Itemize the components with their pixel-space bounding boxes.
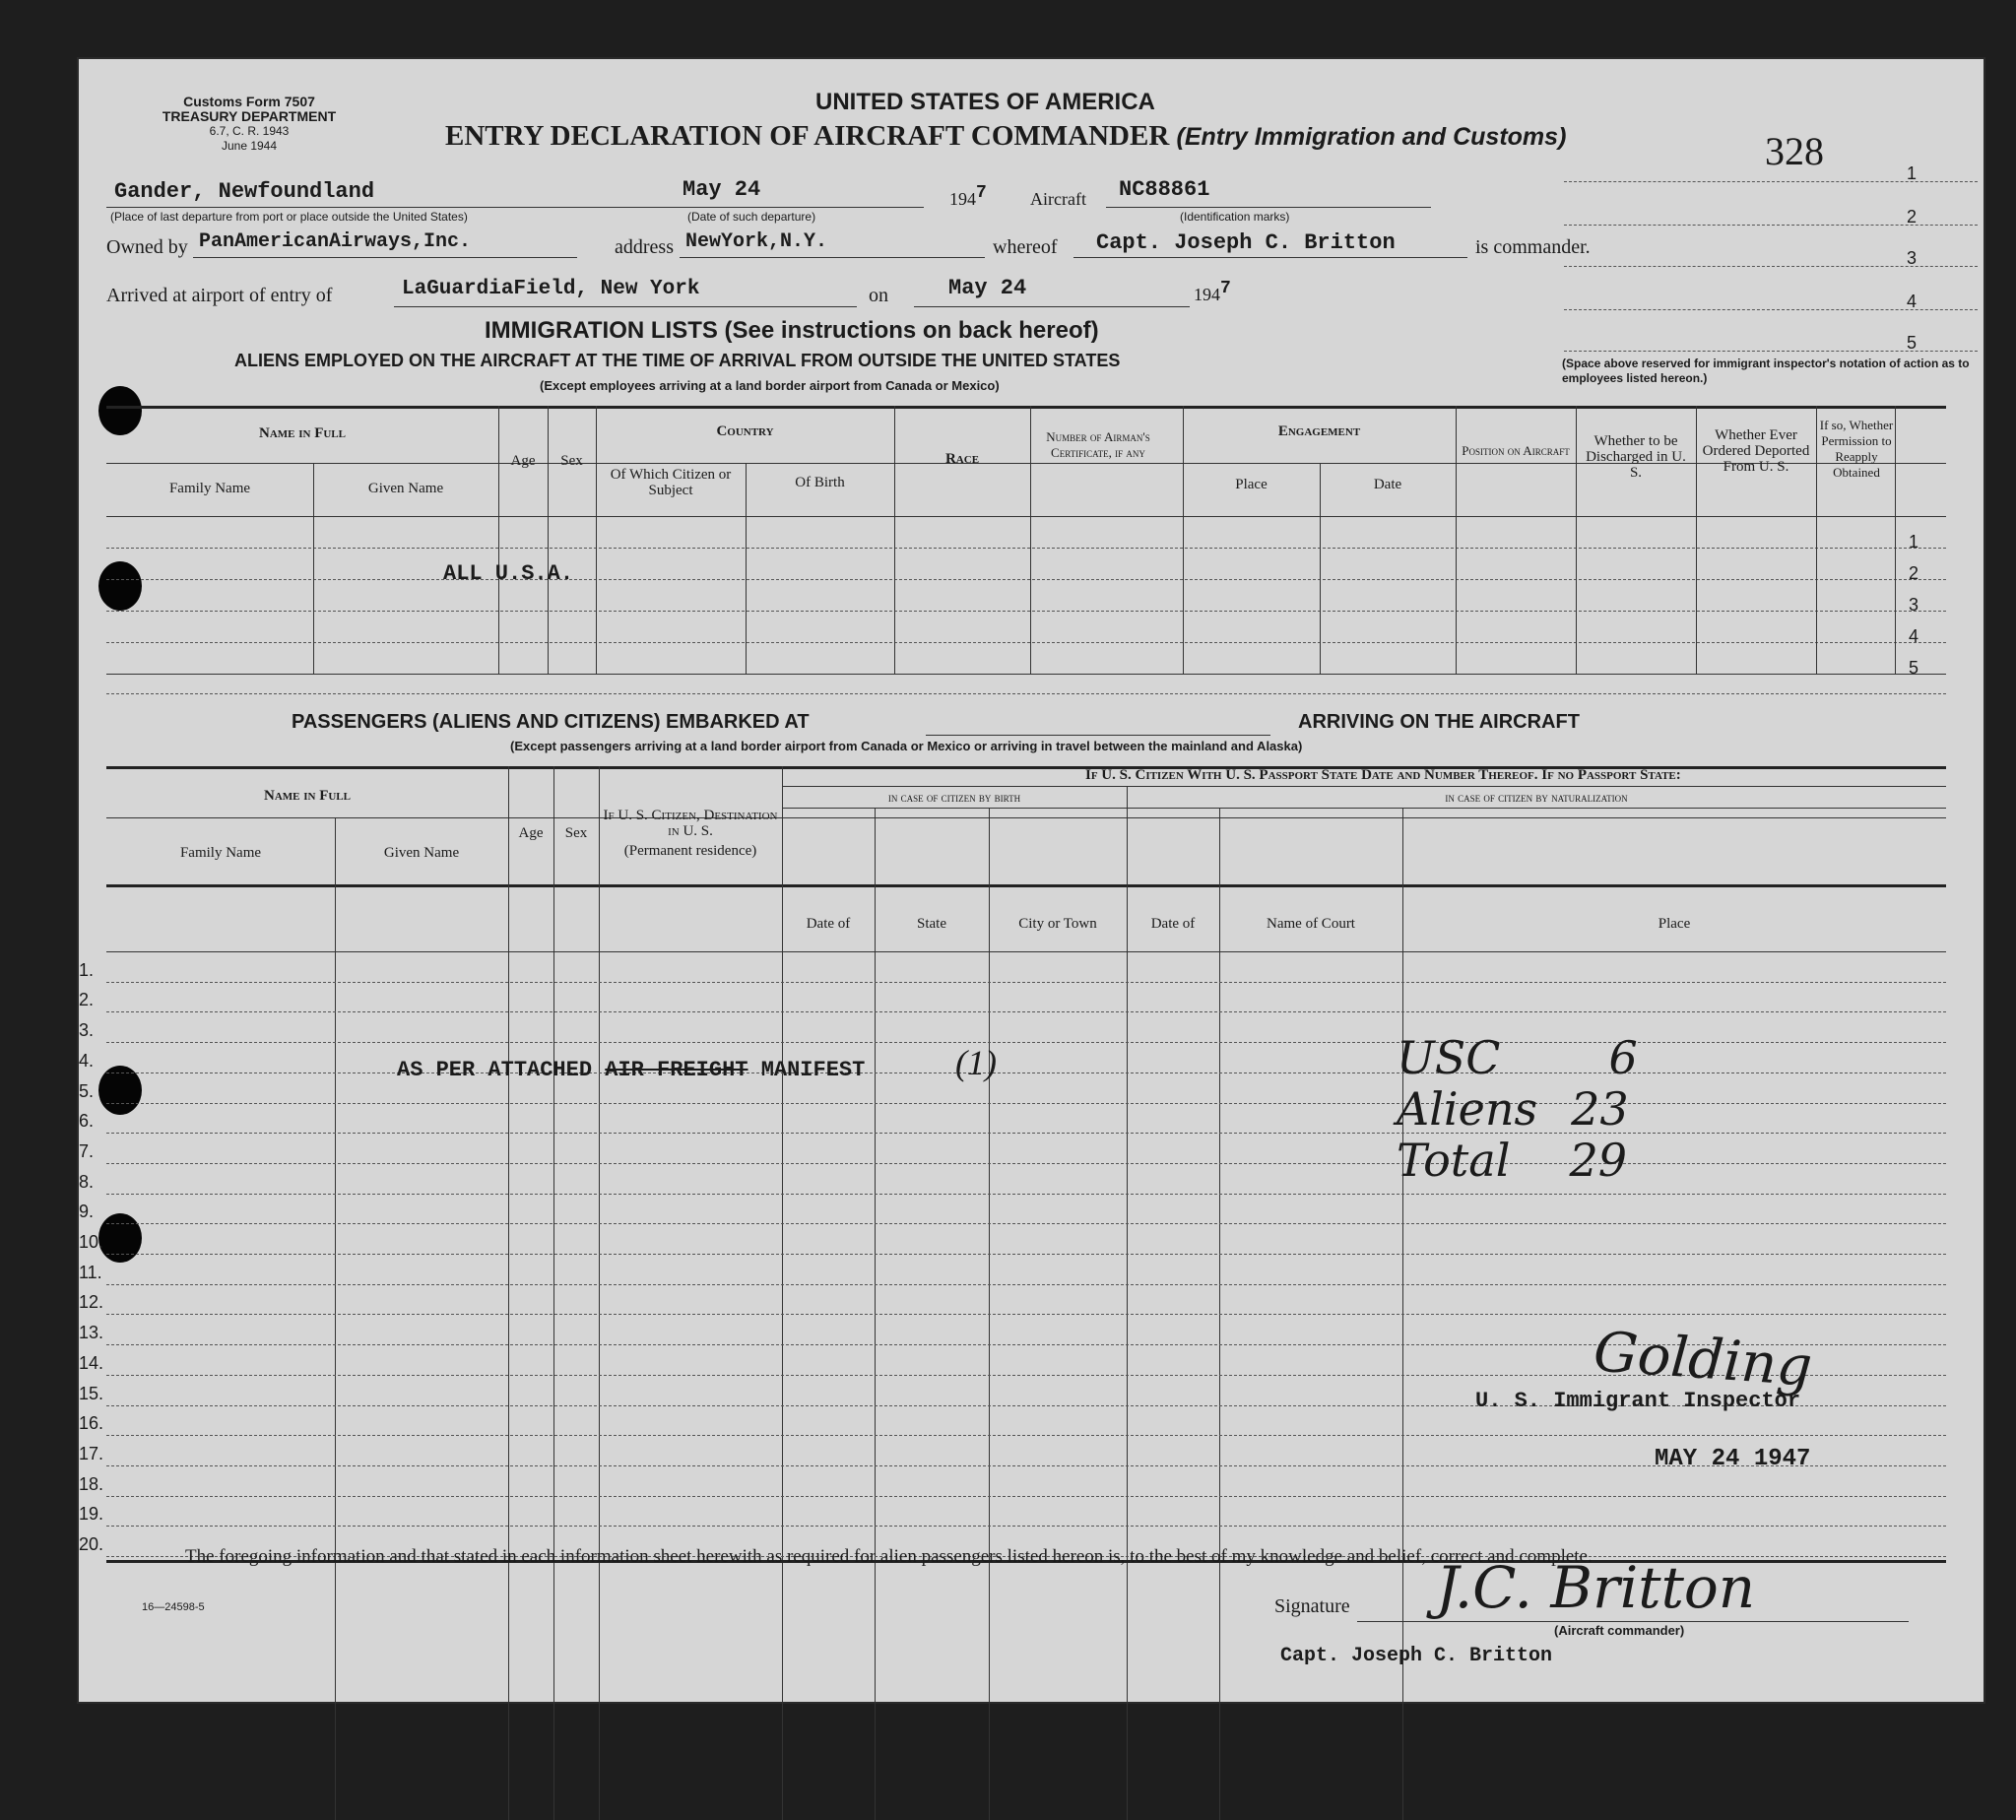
address-label: address [615, 236, 674, 258]
aircraft-id-label: (Identification marks) [1180, 210, 1290, 224]
passenger-row-number: 19. [79, 1504, 104, 1525]
crew-header-certificate: Number of Airman's Certificate, if any [1046, 429, 1150, 460]
departure-date: May 24 [683, 177, 761, 202]
manifest-text-b: MANIFEST [760, 1058, 866, 1082]
arrival-year [1194, 279, 1231, 306]
passenger-row-line [106, 1526, 1946, 1527]
passenger-row-number: 13. [79, 1323, 104, 1343]
passenger-row-line [106, 1223, 1946, 1224]
passenger-row-number: 12. [79, 1292, 104, 1313]
tally-total-value: 29 [1569, 1134, 1627, 1187]
pax-header-city: City or Town [1018, 916, 1097, 932]
whereof-label: whereof [993, 236, 1058, 258]
aircraft-label: Aircraft [1030, 189, 1086, 209]
on-label: on [869, 285, 888, 306]
passenger-row-number: 2. [79, 990, 95, 1010]
passenger-row-number: 6. [79, 1111, 95, 1132]
owned-by-label: Owned by [106, 236, 188, 258]
passenger-row-line [106, 1194, 1946, 1195]
passenger-row-line [106, 1254, 1946, 1255]
passengers-note: (Except passengers arriving at a land border airport from Canada or Mexico or arriving in travel between the mainland and Alaska) [510, 739, 1303, 753]
crew-header-birth: Of Birth [795, 475, 845, 490]
pax-header-by-naturalization: in case of citizen by naturalization [1445, 790, 1628, 805]
passenger-row-line [106, 1011, 1946, 1012]
commander-signature: J.C. Britton [1436, 1554, 1756, 1621]
crew-header-age: Age [510, 453, 536, 469]
passenger-row-line [106, 1284, 1946, 1285]
passenger-row-line [106, 982, 1946, 983]
passenger-row-number: 11. [79, 1262, 102, 1282]
passenger-row-number: 14. [79, 1352, 104, 1373]
side-row-number: 1 [1907, 163, 1918, 183]
form-info [136, 95, 362, 154]
passenger-row-line [106, 1133, 1946, 1134]
aliens-note: (Except employees arriving at a land border airport from Canada or Mexico) [540, 378, 1000, 393]
passenger-row-number: 20. [79, 1534, 104, 1554]
signature-label: Signature [1274, 1595, 1350, 1617]
punch-hole [98, 561, 142, 611]
passenger-row-line [106, 1435, 1946, 1436]
manifest-count: (1) [955, 1043, 997, 1082]
tally-aliens-value: 23 [1571, 1082, 1629, 1136]
commander-role: (Aircraft commander) [1554, 1623, 1685, 1638]
pax-header-family: Family Name [179, 845, 262, 861]
crew-row-number: 3 [1909, 595, 1919, 615]
passenger-row-number: 7. [79, 1140, 95, 1161]
handwritten-tally [1397, 1032, 1638, 1186]
commander-typed-name: Capt. Joseph C. Britton [1280, 1645, 1553, 1667]
passenger-row-line [106, 1042, 1946, 1043]
inspector-signature: Golding [1592, 1320, 1815, 1399]
passenger-row-number: 18. [79, 1473, 104, 1494]
print-code: 16—24598-5 [142, 1601, 205, 1613]
title-subtitle: (Entry Immigration and Customs) [1176, 123, 1567, 151]
pax-header-passport: If U. S. Citizen With U. S. Passport State Date and Number Thereof. If no Passport State: [1085, 767, 1681, 783]
passenger-row-number: 4. [79, 1050, 95, 1071]
departure-place-label: (Place of last departure from port or place outside the United States) [110, 210, 468, 224]
arrival-date: May 24 [948, 276, 1027, 300]
passenger-row-line [106, 1163, 1946, 1164]
pax-header-state: State [917, 916, 946, 932]
department: TREASURY DEPARTMENT [162, 108, 337, 124]
inspector-side-note: (Space above reserved for immigrant inspector's notation of action as to employees listed hereon.) [1562, 357, 1970, 385]
passenger-row-number: 17. [79, 1443, 104, 1463]
passenger-row-number: 16. [79, 1413, 104, 1434]
title-country: UNITED STATES OF AMERICA [815, 89, 1155, 115]
side-row-number: 5 [1907, 333, 1918, 353]
form-date: June 1944 [221, 139, 278, 153]
crew-header-permission: If so, Whether Permission to Reapply Obtained [1819, 418, 1894, 480]
arrival-airport: LaGuardiaField, New York [402, 278, 700, 300]
arrival-label: Arrived at airport of entry of [106, 285, 333, 306]
regulation: 6.7, C. R. 1943 [209, 124, 290, 138]
manifest-struck-text: AIR FREIGHT [605, 1058, 748, 1082]
commander-name: Capt. Joseph C. Britton [1096, 230, 1396, 255]
pax-header-given: Given Name [383, 845, 460, 861]
manifest-entry [397, 1058, 865, 1082]
departure-date-label: (Date of such departure) [687, 210, 816, 224]
passenger-row-number: 9. [79, 1202, 95, 1222]
commander-suffix: is commander. [1475, 236, 1591, 258]
year-digit: 7 [976, 183, 987, 203]
crew-entry: ALL U.S.A. [443, 561, 574, 586]
year-digit: 7 [1220, 279, 1231, 298]
crew-header-citizen: Of Which Citizen or Subject [610, 467, 732, 498]
tally-total-label: Total [1397, 1134, 1511, 1187]
passenger-row-number: 5. [79, 1080, 95, 1101]
pax-header-destination: If U. S. Citizen, Destination in U. S. [603, 808, 778, 839]
pax-header-place: Place [1658, 916, 1691, 932]
crew-header-engagement: Engagement [1277, 423, 1361, 439]
aircraft-id: NC88861 [1119, 177, 1210, 202]
crew-header-name: Name in Full [258, 425, 346, 441]
form-number: Customs Form 7507 [183, 94, 315, 109]
owner-address: NewYork,N.Y. [685, 230, 828, 253]
crew-header-country: Country [716, 423, 774, 439]
year-prefix: 194 [949, 189, 976, 209]
immigration-title: IMMIGRATION LISTS (See instructions on back hereof) [485, 317, 1099, 344]
side-row-number: 4 [1907, 292, 1918, 311]
crew-header-place: Place [1235, 477, 1268, 492]
crew-header-date: Date [1373, 477, 1402, 492]
punch-hole [98, 1213, 142, 1263]
crew-header-position: Position on Aircraft [1462, 443, 1570, 458]
crew-header-sex: Sex [560, 453, 583, 469]
pax-header-sex: Sex [564, 825, 588, 841]
tally-usc-value: 6 [1608, 1031, 1638, 1084]
inspector-title: U. S. Immigrant Inspector [1475, 1389, 1801, 1413]
certification-statement: The foregoing information and that stated in each information sheet herewith as required for alien passengers listed hereon is, to the best of my knowledge and belief, correct and complete. [185, 1546, 1593, 1567]
pax-header-name: Name in Full [263, 788, 351, 804]
year-prefix: 194 [1194, 285, 1220, 304]
side-row-number: 3 [1907, 248, 1918, 268]
manifest-text-a: AS PER ATTACHED [397, 1058, 593, 1082]
pax-header-natz-date: Date of [1150, 916, 1196, 932]
page-title [445, 120, 1566, 153]
owner-name: PanAmericanAirways,Inc. [199, 230, 472, 253]
pax-header-age: Age [518, 825, 544, 841]
passenger-row-line [106, 1103, 1946, 1104]
passengers-title-left: PASSENGERS (ALIENS AND CITIZENS) EMBARKED AT [292, 711, 810, 733]
departure-year [949, 183, 987, 211]
crew-row-number: 2 [1909, 563, 1919, 583]
tally-aliens-label: Aliens [1397, 1082, 1538, 1136]
passenger-row-number: 10. [79, 1232, 104, 1252]
passenger-row-number: 1. [79, 959, 95, 980]
departure-place: Gander, Newfoundland [114, 179, 375, 204]
passenger-row-line [106, 1496, 1946, 1497]
side-row-number: 2 [1907, 207, 1918, 227]
passenger-row-number: 8. [79, 1171, 95, 1192]
tally-usc-label: USC [1397, 1031, 1501, 1084]
crew-header-race: Race [944, 451, 980, 467]
inspector-stamp: MAY 24 1947 [1655, 1446, 1811, 1472]
crew-row-number: 4 [1909, 626, 1919, 646]
crew-header-deported: Whether Ever Ordered Deported From U. S. [1702, 427, 1810, 475]
passenger-row-line [106, 1314, 1946, 1315]
crew-row-number: 5 [1909, 658, 1919, 678]
document-number: 328 [1765, 129, 1824, 173]
crew-header-discharged: Whether to be Discharged in U. S. [1586, 433, 1686, 481]
title-main: ENTRY DECLARATION OF AIRCRAFT COMMANDER [445, 120, 1170, 152]
crew-header-family: Family Name [168, 481, 251, 496]
aliens-title: ALIENS EMPLOYED ON THE AIRCRAFT AT THE TIME OF ARRIVAL FROM OUTSIDE THE UNITED STATES [234, 351, 1121, 370]
passenger-row-number: 15. [79, 1383, 104, 1403]
passengers-title-right: ARRIVING ON THE AIRCRAFT [1298, 711, 1580, 733]
pax-header-by-birth: in case of citizen by birth [887, 790, 1021, 805]
passenger-row-number: 3. [79, 1020, 95, 1041]
form-sheet [77, 57, 1985, 1704]
pax-header-permanent: (Permanent residence) [623, 843, 757, 859]
crew-row-number: 1 [1909, 532, 1919, 552]
crew-header-given: Given Name [367, 481, 444, 496]
passenger-row-line [106, 1072, 1946, 1073]
pax-header-court: Name of Court [1267, 916, 1355, 932]
pax-header-birth-date: Date of [806, 916, 851, 932]
